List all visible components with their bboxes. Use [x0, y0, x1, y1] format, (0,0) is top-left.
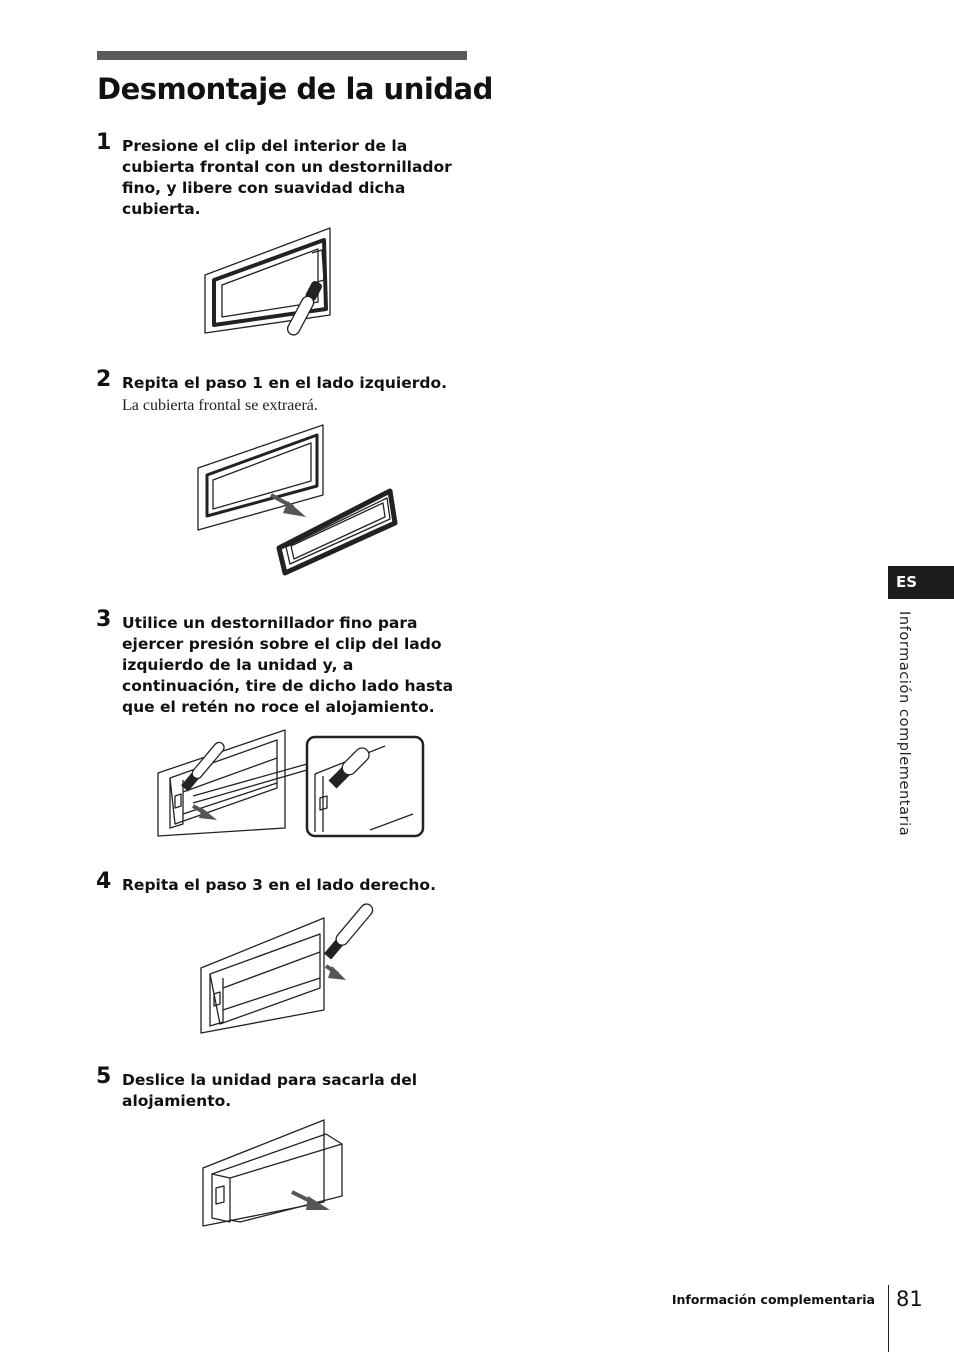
step-2: [96, 367, 456, 416]
step-instruction: Utilice un destornillador fino para ejercer presión sobre el clip del lado izquierdo de la unidad y, a continuación, tire de dicho lado hasta que el retén no roce el alojamiento.: [122, 614, 454, 716]
figure-step-2: [193, 423, 403, 583]
title-rule: [97, 51, 467, 60]
step-number: 3: [96, 607, 112, 632]
step-instruction: Presione el clip del interior de la cubierta frontal con un destornillador fino, y libere con suavidad dicha cubierta.: [122, 137, 452, 218]
step-4: [96, 869, 456, 896]
figure-step-3: [155, 728, 430, 840]
language-tab: ES: [888, 566, 954, 599]
step-5: [96, 1064, 456, 1112]
step-number: 4: [96, 869, 112, 894]
figure-step-1: [200, 225, 340, 340]
figure-step-4: [198, 900, 383, 1040]
step-instruction: Deslice la unidad para sacarla del alojamiento.: [122, 1071, 418, 1110]
step-number: 1: [96, 130, 112, 155]
page-number: 81: [896, 1287, 923, 1311]
step-instruction: Repita el paso 3 en el lado derecho.: [122, 876, 436, 894]
step-note: La cubierta frontal se extraerá.: [122, 397, 318, 414]
step-number: 5: [96, 1064, 112, 1089]
step-1: [96, 130, 456, 220]
step-3: [96, 607, 456, 718]
step-number: 2: [96, 367, 112, 392]
figure-step-5: [200, 1118, 340, 1230]
section-side-label: Información complementaria: [896, 611, 912, 837]
step-instruction: Repita el paso 1 en el lado izquierdo.: [122, 374, 447, 392]
footer-divider: [888, 1285, 889, 1352]
footer-section-label: Información complementaria: [671, 1292, 875, 1307]
page-title: Desmontaje de la unidad: [97, 72, 493, 106]
